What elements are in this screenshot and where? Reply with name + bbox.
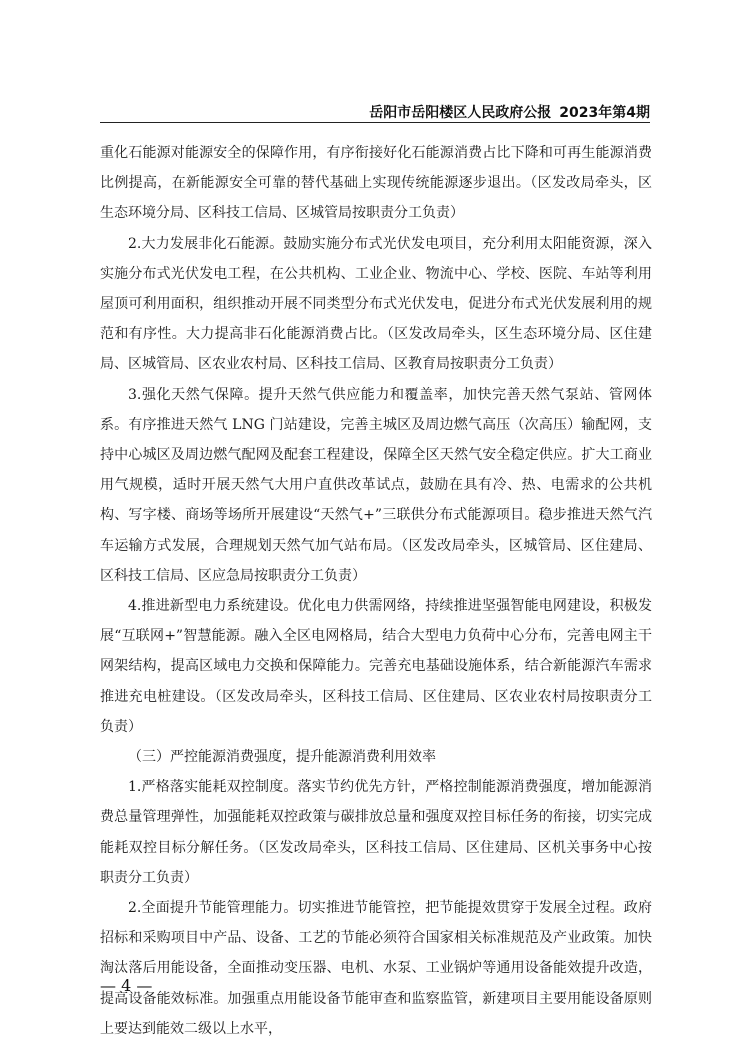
gazette-issue: 2023年第4期 bbox=[559, 105, 650, 121]
gazette-name: 岳阳市岳阳楼区人民政府公报 bbox=[369, 105, 552, 121]
paragraph-item-4: 4.推进新型电力系统建设。优化电力供需网络，持续推进坚强智能电网建设，积极发展“互联网+”智慧能源。融入全区电网格局，结合大型电力负荷中心分布，完善电网主干网架结构，提高区域电力交换和保障能力。完善充电基础设施体系，结合新能源汽车需求推进充电桩建设。（区发改局牵头，区科技工信局、区住建局、区农业农村局按职责分工负责） bbox=[100, 598, 652, 735]
page-header bbox=[100, 100, 650, 123]
section-heading: （三）严控能源消费强度，提升能源消费利用效率 bbox=[128, 749, 436, 766]
paragraph-section3-item-1: 1.严格落实能耗双控制度。落实节约优先方针，严格控制能源消费强度，增加能源消费总量管理弹性，加强能耗双控政策与碳排放总量和强度双控目标任务的衔接，切实完成能耗双控目标分解任务。（区发改局牵头，区科技工信局、区住建局、区机关事务中心按职责分工负责） bbox=[100, 779, 652, 886]
paragraph-item-2: 2.大力发展非化石能源。鼓励实施分布式光伏发电项目，充分利用太阳能资源，深入实施分布式光伏发电工程，在公共机构、工业企业、物流中心、学校、医院、车站等利用屋顶可利用面积，组织推动开展不同类型分布式光伏发电，促进分布式光伏发展利用的规范和有序性。大力提高非石化能源消费占比。（区发改局牵头，区生态环境分局、区住建局、区城管局、区农业农村局、区科技工信局、区教育局按职责分工负责） bbox=[100, 235, 652, 373]
paragraph-continuation: 重化石能源对能源安全的保障作用，有序衔接好化石能源消费占比下降和可再生能源消费比例提高，在新能源安全可靠的替代基础上实现传统能源逐步退出。（区发改局牵头，区生态环境分局、区科技工信局、区城管局按职责分工负责） bbox=[100, 145, 652, 222]
paragraph-item-3: 3.强化天然气保障。提升天然气供应能力和覆盖率，加快完善天然气泵站、管网体系。有序推进天然气 LNG 门站建设，完善主城区及周边燃气高压（次高压）输配网，支持中心城区及周边燃气配网及配套工程建设，保障全区天然气安全稳定供应。扩大工商业用气规模，适时开展天然气大用户直供改革试点，鼓励在具有冷、热、电需求的公共机构、写字楼、商场等场所开展建设“天然气+”三联供分布式能源项目。稳步推进天然气汽车运输方式发展，合理规划天然气加气站布局。（区发改局牵头，区城管局、区住建局、区科技工信局、区应急局按职责分工负责） bbox=[100, 386, 652, 584]
page-number: — 4 — bbox=[100, 976, 153, 995]
paragraph-section3-item-2: 2.全面提升节能管理能力。切实推进节能管控，把节能提效贯穿于发展全过程。政府招标和采购项目中产品、设备、工艺的节能必须符合国家相关标准规范及产业政策。加快淘汰落后用能设备，全面推动变压器、电机、水泵、工业锅炉等通用设备能效提升改造，提高设备能效标准。加强重点用能设备节能审查和监察监管，新建项目主要用能设备原则上要达到能效二级以上水平， bbox=[100, 900, 652, 1037]
body-text bbox=[100, 138, 652, 1044]
gazette-title bbox=[369, 102, 650, 122]
